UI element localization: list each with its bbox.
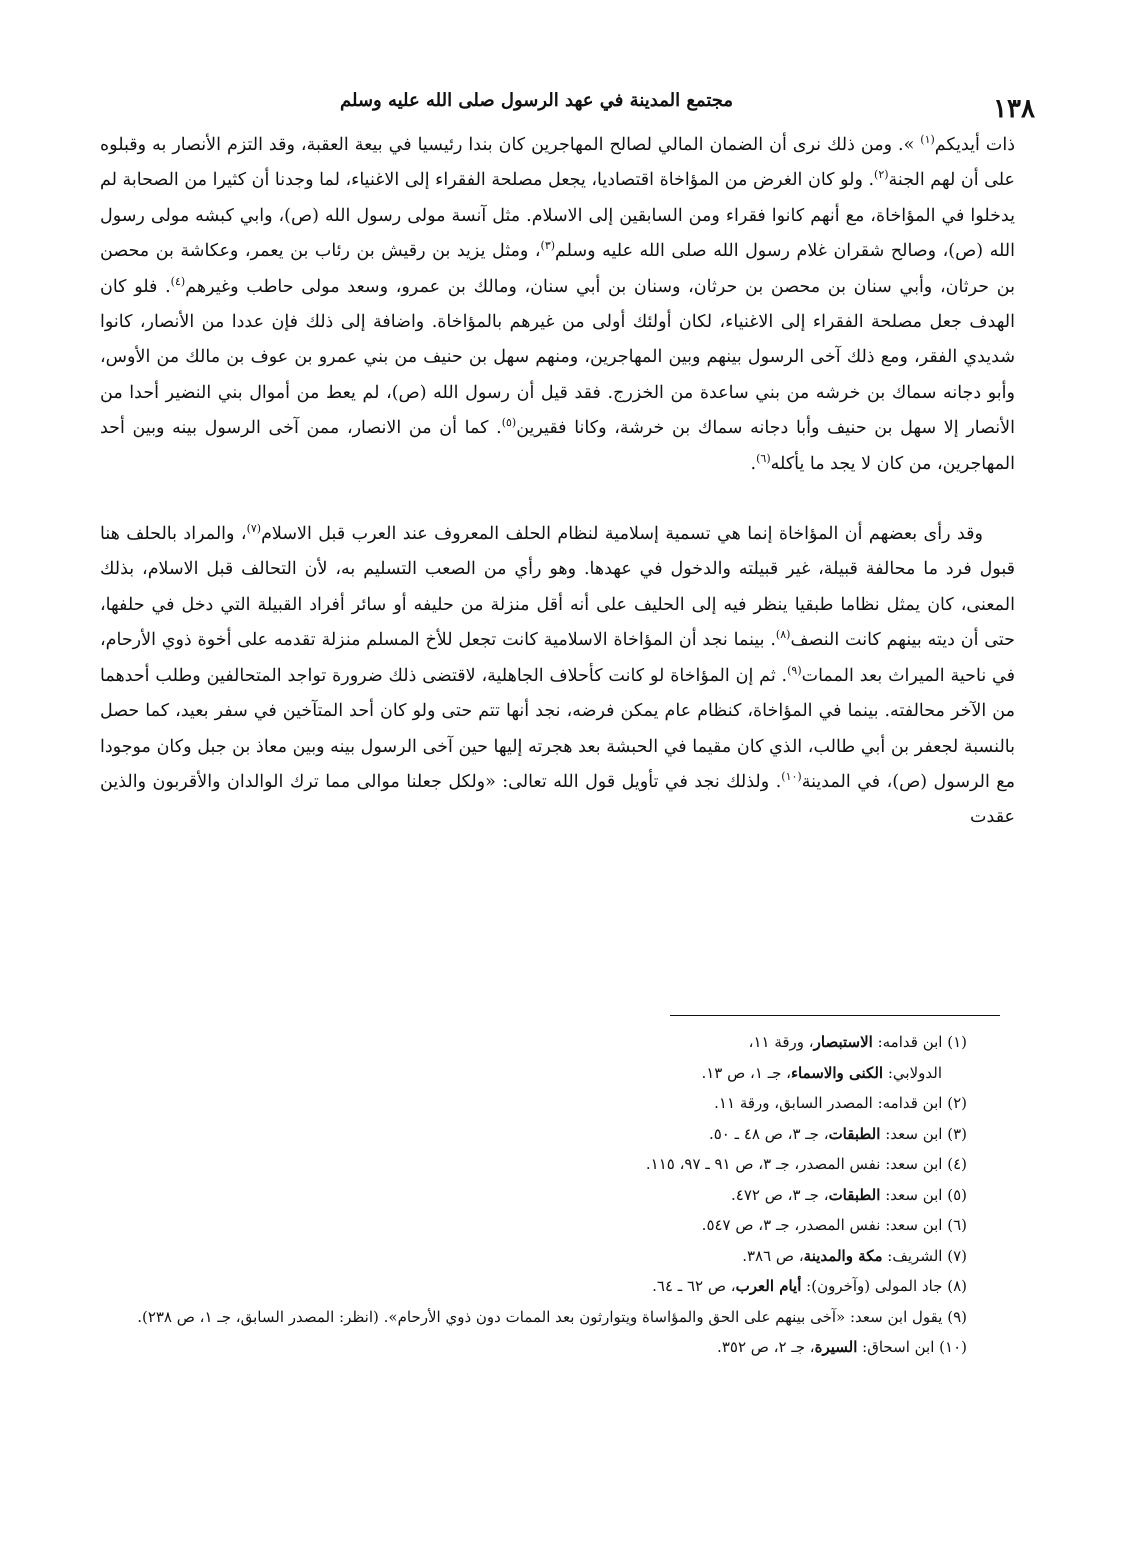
footnote-number: (٥) — [942, 1185, 967, 1204]
text-run: . بينما نجد أن المؤاخاة الاسلامية كانت تجعل للأخ المسلم منزلة تقدمه على أخوة ذوي الأرحام، في ناحية الميراث بعد الممات — [100, 630, 1015, 686]
footnote-number: (٨) — [942, 1277, 967, 1295]
footnote-ref: (٧) — [246, 522, 262, 536]
footnotes — [100, 1027, 1002, 1363]
footnote-text: ابن قدامه: المصدر السابق، ورقة ١١. — [714, 1094, 943, 1112]
text-run: . كما أن من الانصار، ممن آخى الرسول بينه وبين أحد المهاجرين، من كان لا يجد ما يأكله — [100, 418, 1015, 474]
source-title: الكنى والاسماء — [790, 1063, 884, 1082]
footnote — [100, 1332, 1002, 1363]
footnote-ref: (٨) — [775, 628, 791, 642]
footnote — [100, 1119, 1002, 1150]
source-title: الطبقات — [828, 1185, 881, 1204]
footnote-number: (٩) — [942, 1307, 967, 1326]
footnote-text: ، ورقة ١١، — [748, 1033, 814, 1051]
footnote — [100, 1302, 1002, 1333]
footnote — [100, 1180, 1002, 1211]
footnote-text: جاد المولى (وآخرون): — [801, 1277, 943, 1295]
footnote-number: (٧) — [942, 1246, 967, 1265]
footnote-ref: (٢) — [874, 168, 889, 182]
footnote-text: ابن اسحاق: — [857, 1338, 935, 1356]
footnote-ref: (١٠) — [781, 770, 802, 784]
text-run: ». ومن ذلك نرى أن الضمان المالي لصالح المهاجرين كان بندا رئيسيا في بيعة العقبة، وقد التزم الأنصار به وقبلوه على أن لهم الجنة — [100, 135, 1015, 191]
footnote — [100, 1058, 1002, 1089]
footnote-text: ، ص ٣٨٦. — [742, 1246, 804, 1265]
page-header — [100, 88, 1035, 128]
footnote-ref: (١) — [920, 133, 935, 147]
footnote-number: (١) — [942, 1033, 967, 1051]
text-run: . ولذلك نجد في تأويل قول الله تعالى: «ولكل جعلنا موالى مما ترك الوالدان والأقربون والذين عقدت — [100, 771, 1015, 828]
text-run: ، والمراد بالحلف هنا قبول فرد ما محالفة قبيلة، غير قبيلته والدخول في عهدها. وهو رأي من الصعب التسليم به، لأن التحالف قبل الاسلام، بذلك المعنى، كان يمثل نظاما طبقيا ينظر فيه إلى الحليف على أنه أقل منزلة من حليفه أو سائر أفراد القبيلة التي دخل في حلفها، حتى أن ديته بينهم كانت النصف — [100, 524, 1015, 651]
footnote — [100, 1088, 1002, 1119]
footnote-ref: (٦) — [756, 451, 771, 465]
footnote-ref: (٣) — [540, 239, 556, 253]
source-title: أيام العرب — [735, 1277, 802, 1295]
footnote-number: (٣) — [942, 1124, 967, 1143]
footnote-text: ، جـ ٣، ص ٤٨ ـ ٥٠. — [708, 1124, 829, 1143]
text-run: . فلو كان الهدف جعل مصلحة الفقراء إلى الاغنياء، لكان أولئك أولى من غيرهم بالمؤاخاة. واضافة إلى ذلك فإن عددا من الأنصار، كانوا شديدي الفقر، ومع ذلك آخى الرسول بينهم وبين المهاجرين، ومنهم سهل بن حنيف من بني عمرو بن عوف بن مالك من الأوس، وأبو دجانه سماك بن خرشه من بني ساعدة من الخزرج. فقد قيل أن رسول الله (ص)، لم يعط من أموال بني النضير أحدا من الأنصار إلا سهل بن حنيف وأبا دجانه سماك بن خرشة، وكانا فقيرين — [100, 276, 1015, 439]
body-text — [100, 128, 1015, 836]
paragraph — [100, 517, 1015, 836]
footnote-number: (٦) — [942, 1216, 967, 1234]
footnote-text: ، جـ ٣، ص ٤٧٢. — [730, 1185, 829, 1204]
footnote-text: ، جـ ١، ص ١٣. — [701, 1063, 791, 1082]
source-title: الطبقات — [828, 1124, 881, 1143]
text-run: وقد رأى بعضهم أن المؤاخاة إنما هي تسمية إسلامية لنظام الحلف المعروف عند العرب قبل الاسلام — [261, 524, 983, 545]
footnote-ref: (٥) — [501, 416, 517, 430]
footnote — [100, 1149, 1002, 1180]
footnote-text: ابن سعد: نفس المصدر، جـ ٣، ص ٥٤٧. — [701, 1216, 943, 1234]
footnote — [100, 1210, 1002, 1241]
page-number: ١٣٨ — [993, 94, 1035, 124]
footnote-text: ابن قدامه: — [872, 1033, 943, 1051]
footnote — [100, 1241, 1002, 1272]
text-run: . — [750, 453, 757, 474]
source-title: مكة والمدينة — [803, 1246, 883, 1265]
footnote — [100, 1271, 1002, 1302]
footnote-text: الشريف: — [882, 1246, 943, 1265]
text-run: . ثم إن المؤاخاة لو كانت كأحلاف الجاهلية، لاقتضى ذلك ضرورة تواجد المتحالفين وطلب أحدهما من الآخر محالفته. بينما في المؤاخاة، كنظام عام يمكن فرضه، نجد أنها تتم حتى ولو كان أحد المتآخين في سفر بعيد، كما حصل بالنسبة لجعفر بن أبي طالب، الذي كان مقيما في الحبشة بعد هجرته إليها حين آخى الرسول بينه وبين معاذ بن جبل وكان موجودا مع الرسول (ص)، في المدينة — [100, 665, 1015, 792]
source-title: السيرة — [814, 1338, 858, 1356]
footnote-ref: (٤) — [170, 274, 186, 288]
footnote-text: ابن سعد: — [880, 1124, 943, 1143]
footnote-number: (١٠) — [934, 1338, 967, 1356]
footnote-text: ، ص ٦٢ ـ ٦٤. — [652, 1277, 736, 1295]
footnote-text: الدولابي: — [883, 1063, 942, 1082]
footnote — [100, 1027, 1002, 1058]
footnote-number: (٢) — [942, 1094, 967, 1112]
footnote-text: ابن سعد: نفس المصدر، جـ ٣، ص ٩١ ـ ٩٧، ١١٥. — [645, 1155, 943, 1173]
footnote-number: (٤) — [942, 1155, 967, 1173]
text-run: . ولو كان الغرض من المؤاخاة اقتصاديا، يجعل مصلحة الفقراء إلى الاغنياء، لما وجدنا أن كثيرا من الصحابة لم يدخلوا في المؤاخاة، مع أنهم كانوا فقراء ومن السابقين إلى الاسلام. مثل آنسة مولى رسول الله (ص)، وابي كبشه مولى رسول الله (ص)، وصالح شقران غلام رسول الله صلى الله عليه وسلم — [100, 170, 1016, 262]
footnote-text: ، جـ ٢، ص ٣٥٢. — [717, 1338, 815, 1356]
footnote-divider — [670, 1015, 1000, 1016]
text-run: ذات أيديكم — [934, 135, 1015, 155]
source-title: الاستبصار — [813, 1033, 873, 1051]
footnote-text: ابن سعد: — [880, 1185, 943, 1204]
text-run: ، ومثل يزيد بن رقيش بن رئاب بن يعمر، وعكاشة بن محصن بن حرثان، وأبي سنان بن محصن بن حرثان، وسنان بن أبي سنان، ومالك بن عمرو، وسعد مولى حاطب وغيرهم — [100, 241, 1016, 297]
paragraph — [100, 128, 1015, 482]
running-head: مجتمع المدينة في عهد الرسول صلى الله عليه وسلم — [340, 90, 734, 111]
footnote-text: يقول ابن سعد: «آخى بينهم على الحق والمؤاساة ويتوارثون بعد الممات دون ذوي الأرحام». (انظر: المصدر السابق، جـ ١، ص ٢٣٨). — [137, 1307, 943, 1326]
footnote-ref: (٩) — [787, 663, 802, 677]
